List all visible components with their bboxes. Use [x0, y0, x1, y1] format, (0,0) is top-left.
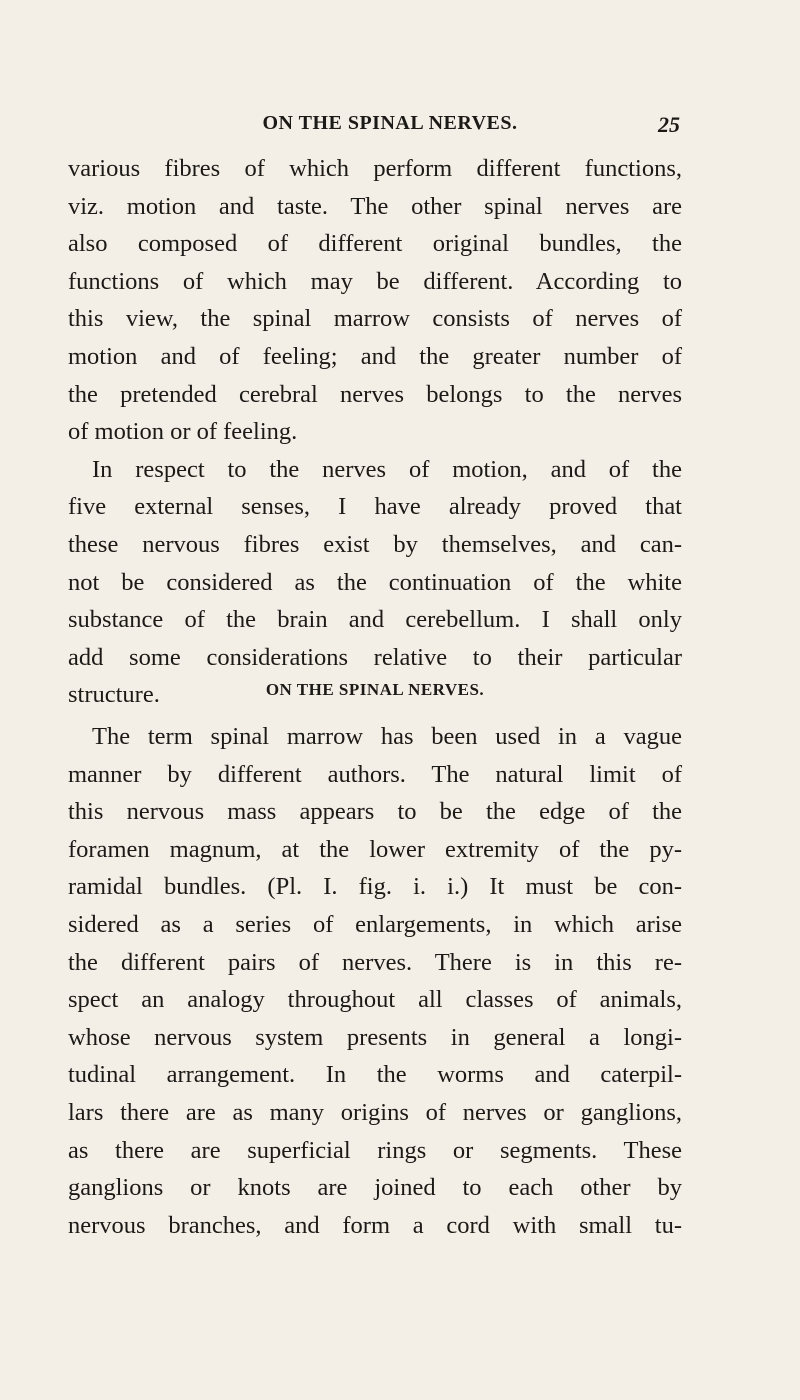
- text-line: lars there are as many origins of nerves or ganglions,: [68, 1098, 682, 1126]
- text-line: as there are superficial rings or segments. These: [68, 1136, 682, 1164]
- section-heading: ON THE SPINAL NERVES.: [265, 680, 485, 699]
- text-line: tudinal arrangement. In the worms and caterpil-: [68, 1061, 682, 1089]
- text-line: In respect to the nerves of motion, and of the: [92, 455, 682, 483]
- text-line: viz. motion and taste. The other spinal nerves are: [68, 192, 682, 220]
- text-line: the different pairs of nerves. There is in this re-: [68, 948, 682, 976]
- text-line: this nervous mass appears to be the edge of the: [68, 798, 682, 826]
- text-line: nervous branches, and form a cord with small tu-: [68, 1211, 682, 1239]
- text-line: motion and of feeling; and the greater number of: [68, 342, 682, 370]
- body-text-bottom: [68, 718, 682, 1244]
- text-line: structure.: [68, 681, 160, 709]
- text-line: ganglions or knots are joined to each other by: [68, 1174, 682, 1202]
- text-line: foramen magnum, at the lower extremity of the py-: [68, 835, 682, 863]
- text-line: the pretended cerebral nerves belongs to the nerves: [68, 380, 682, 408]
- text-line: of motion or of feeling.: [68, 418, 298, 446]
- running-head: [134, 112, 680, 142]
- text-line: substance of the brain and cerebellum. I shall only: [68, 606, 682, 634]
- page-number: 25: [658, 112, 680, 137]
- running-title: ON THE SPINAL NERVES.: [262, 112, 518, 134]
- text-line: sidered as a series of enlargements, in which arise: [68, 910, 682, 938]
- text-line: spect an analogy throughout all classes of animals,: [68, 986, 682, 1014]
- text-line: functions of which may be different. According to: [68, 267, 682, 295]
- text-line: whose nervous system presents in general a longi-: [68, 1023, 682, 1051]
- text-line: The term spinal marrow has been used in a vague: [92, 723, 682, 750]
- text-line: add some considerations relative to their particular: [68, 643, 682, 671]
- text-line: various fibres of which perform different functions,: [68, 155, 682, 182]
- text-line: these nervous fibres exist by themselves, and can-: [68, 530, 682, 558]
- text-line: not be considered as the continuation of the white: [68, 568, 682, 596]
- text-line: this view, the spinal marrow consists of nerves of: [68, 305, 682, 333]
- body-text-top: [68, 150, 682, 714]
- text-line: ramidal bundles. (Pl. I. fig. i. i.) It must be con-: [68, 873, 682, 901]
- text-line: manner by different authors. The natural limit of: [68, 760, 682, 788]
- text-line: also composed of different original bundles, the: [68, 230, 682, 258]
- text-line: five external senses, I have already proved that: [68, 493, 682, 521]
